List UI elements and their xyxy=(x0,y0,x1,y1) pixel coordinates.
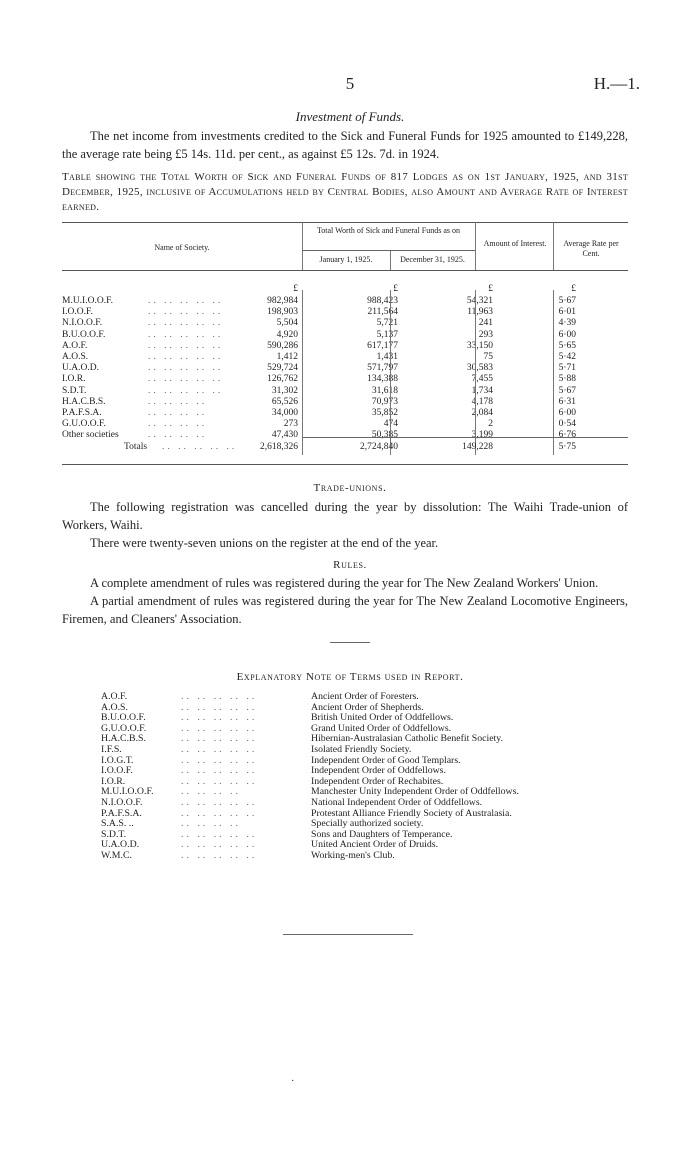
glossary-meaning: Ancient Order of Foresters. xyxy=(311,691,419,702)
worth-dec: 50,385 xyxy=(371,430,398,441)
glossary-meaning: Independent Order of Rechabites. xyxy=(311,775,444,787)
glossary-item xyxy=(101,765,621,776)
glossary-abbreviation: W.M.C. xyxy=(101,850,132,861)
glossary-abbreviation: H.A.C.B.S. xyxy=(101,733,146,745)
unit-rate: £ xyxy=(571,284,576,294)
worth-dec: 5,721 xyxy=(376,318,398,329)
glossary-abbreviation: A.O.S. xyxy=(101,701,128,713)
leader-dots: .. .. .. .. .. xyxy=(148,374,224,385)
glossary-abbreviation: S.D.T. xyxy=(101,828,127,840)
glossary-item xyxy=(101,744,621,755)
trade-unions-paragraph-2: There were twenty-seven unions on the register at the end of the year. xyxy=(90,536,439,550)
glossary-item xyxy=(101,733,621,744)
page-number: 5 xyxy=(345,74,355,93)
column-header-jan: January 1, 1925. xyxy=(319,255,373,264)
leader-dots: .. .. .. .. xyxy=(148,408,208,418)
table-subheader-rule xyxy=(302,250,475,251)
interest-amount: 7,455 xyxy=(471,374,493,385)
unit-jan: £ xyxy=(293,284,298,294)
worth-dec: 35,852 xyxy=(371,408,398,418)
table-row xyxy=(62,341,628,352)
rules-paragraph-1: A complete amendment of rules was registered during the year for The New Zealand Workers' Union. xyxy=(90,576,599,590)
table-row xyxy=(62,307,628,318)
table-row xyxy=(62,352,628,363)
column-header-interest: Amount of Interest. xyxy=(483,239,547,248)
leader-dots: .. .. .. .. .. xyxy=(181,775,258,787)
column-header-name: Name of Society. xyxy=(154,243,210,252)
leader-dots: .. .. .. .. .. xyxy=(181,828,258,840)
glossary-item xyxy=(101,712,621,723)
glossary-abbreviation: I.O.G.T. xyxy=(101,754,134,766)
glossary-meaning: Ancient Order of Shepherds. xyxy=(311,701,424,713)
table-divider xyxy=(390,290,391,455)
glossary-meaning: Specially authorized society. xyxy=(311,818,424,830)
interest-amount: 3,199 xyxy=(471,430,493,441)
glossary-abbreviation: I.F.S. xyxy=(101,744,122,755)
worth-jan: 982,984 xyxy=(267,296,298,306)
column-header-rate: Average Rate per Cent. xyxy=(563,239,619,258)
worth-jan: 47,430 xyxy=(271,430,298,441)
interest-rate: 0·54 xyxy=(558,419,576,430)
leader-dots: .. .. .. .. .. xyxy=(148,352,224,362)
leader-dots: .. .. .. .. .. xyxy=(181,733,258,745)
glossary-item xyxy=(101,786,621,797)
glossary-abbreviation: I.O.R. xyxy=(101,775,126,787)
worth-jan: 31,302 xyxy=(271,385,298,396)
table-top-rule xyxy=(62,222,628,223)
worth-dec: 617,177 xyxy=(367,340,398,351)
interest-amount: 4,178 xyxy=(471,396,493,407)
trade-unions-heading: Trade-unions. xyxy=(313,482,387,494)
society-name: U.A.O.D. xyxy=(62,363,99,374)
glossary-abbreviation: M.U.I.O.O.F. xyxy=(101,786,154,798)
glossary-meaning: Independent Order of Good Templars. xyxy=(311,754,461,766)
table-row xyxy=(62,296,628,307)
glossary-item xyxy=(101,797,621,808)
glossary-meaning: National Independent Order of Oddfellows. xyxy=(311,797,483,808)
unit-dec: £ xyxy=(393,284,398,294)
interest-rate: 5·42 xyxy=(558,352,576,362)
leader-dots: .. .. .. .. .. xyxy=(181,850,258,861)
worth-jan: 5,504 xyxy=(276,318,298,329)
interest-amount: 75 xyxy=(483,352,493,362)
glossary-meaning: Manchester Unity Independent Order of Oddfellows. xyxy=(311,786,519,798)
rules-section xyxy=(62,574,628,628)
investment-paragraph xyxy=(62,127,628,163)
worth-jan: 273 xyxy=(283,419,298,430)
glossary-heading: Explanatory Note of Terms used in Report. xyxy=(236,671,464,683)
table-row xyxy=(62,374,628,385)
society-name: N.I.O.O.F. xyxy=(62,318,103,329)
table-row xyxy=(62,386,628,397)
glossary-item xyxy=(101,850,621,861)
worth-dec: 70,973 xyxy=(371,396,398,407)
table-bottom-rule xyxy=(62,464,628,465)
leader-dots: .. .. .. .. .. xyxy=(181,691,258,702)
table-caption-text: Table showing the Total Worth of Sick and Funeral Funds of 817 Lodges as on 1st January, 1925, and 31st December, 1925, inclusive of Accumulations held by Central Bodies, also Amount and Average Rate of Interest earned. xyxy=(62,171,628,213)
column-header-worth: Total Worth of Sick and Funeral Funds as on xyxy=(316,226,461,235)
table-header-rule xyxy=(62,270,628,271)
table-totals-rule xyxy=(302,437,628,438)
leader-dots: .. .. .. .. .. xyxy=(148,318,224,329)
trade-unions-section xyxy=(62,498,628,552)
worth-jan: 590,286 xyxy=(267,340,298,351)
interest-rate: 6·31 xyxy=(558,396,576,407)
society-name: A.O.S. xyxy=(62,352,89,362)
interest-amount: 33,150 xyxy=(466,340,493,351)
worth-jan: 4,920 xyxy=(276,329,298,340)
interest-amount: 11,963 xyxy=(467,307,493,318)
interest-rate: 4·39 xyxy=(558,318,576,329)
glossary-item xyxy=(101,776,621,787)
worth-jan: 34,000 xyxy=(271,408,298,418)
rules-heading: Rules. xyxy=(333,559,367,571)
glossary-item xyxy=(101,691,621,702)
glossary-item xyxy=(101,829,621,840)
glossary-meaning: United Ancient Order of Druids. xyxy=(311,839,439,851)
glossary-meaning: Protestant Alliance Friendly Society of Australasia. xyxy=(311,807,512,819)
worth-dec: 474 xyxy=(383,419,398,430)
table-divider xyxy=(553,290,554,455)
interest-amount: 293 xyxy=(478,329,493,340)
glossary-abbreviation: G.U.O.O.F. xyxy=(101,722,147,734)
leader-dots: .. .. .. .. .. xyxy=(181,744,258,755)
totals-interest: 149,228 xyxy=(462,442,493,452)
society-name: S.D.T. xyxy=(62,385,87,396)
interest-rate: 6·01 xyxy=(558,307,576,318)
unit-interest: £ xyxy=(488,284,493,294)
leader-dots: .. .. .. .. .. xyxy=(148,296,224,306)
glossary-abbreviation: S.A.S. .. xyxy=(101,818,134,830)
interest-amount: 2,084 xyxy=(471,408,493,418)
interest-rate: 5·71 xyxy=(558,363,576,374)
leader-dots: .. .. .. .. .. xyxy=(181,797,258,808)
leader-dots: .. .. .. .. .. xyxy=(181,807,258,819)
interest-amount: 30,583 xyxy=(466,363,493,374)
glossary-meaning: Isolated Friendly Society. xyxy=(311,744,412,755)
glossary-item xyxy=(101,723,621,734)
leader-dots: .. .. .. .. .. xyxy=(148,307,224,318)
leader-dots: .. .. .. .. xyxy=(181,786,241,798)
glossary-meaning: Working-men's Club. xyxy=(311,850,395,861)
interest-amount: 1,734 xyxy=(471,385,493,396)
table-row xyxy=(62,408,628,419)
totals-dec: 2,724,840 xyxy=(360,442,398,452)
leader-dots: .. .. .. .. .. xyxy=(148,385,224,396)
interest-rate: 6·00 xyxy=(558,408,576,418)
section-separator xyxy=(330,642,370,643)
interest-rate: 5·65 xyxy=(558,340,576,351)
table-caption xyxy=(62,170,628,215)
leader-dots: .. .. .. .. .. xyxy=(181,722,258,734)
leader-dots: .. .. .. .. .. xyxy=(148,363,224,374)
table-row xyxy=(62,419,628,430)
worth-dec: 571,797 xyxy=(367,363,398,374)
trade-unions-paragraph-1: The following registration was cancelled during the year by dissolution: The Waihi Trade-union of Workers, Waihi. xyxy=(62,500,628,532)
table-row xyxy=(62,318,628,329)
glossary-abbreviation: I.O.O.F. xyxy=(101,765,133,777)
leader-dots: .. .. .. .. .. xyxy=(181,765,258,777)
worth-jan: 126,762 xyxy=(267,374,298,385)
totals-label: Totals xyxy=(124,442,148,452)
society-name: H.A.C.B.S. xyxy=(62,396,106,407)
glossary-item xyxy=(101,839,621,850)
table-row xyxy=(62,397,628,408)
leader-dots: .. .. .. .. .. xyxy=(181,754,258,766)
worth-jan: 65,526 xyxy=(271,396,298,407)
worth-dec: 134,388 xyxy=(367,374,398,385)
interest-rate: 5·88 xyxy=(558,374,576,385)
rules-paragraph-2: A partial amendment of rules was registered during the year for The New Zealand Locomotive Engineers, Firemen, and Cleaners' Association. xyxy=(62,594,628,626)
glossary-abbreviation: U.A.O.D. xyxy=(101,839,140,851)
worth-jan: 529,724 xyxy=(267,363,298,374)
leader-dots: .. .. .. .. .. xyxy=(148,329,224,340)
leader-dots: .. .. .. .. .. xyxy=(181,701,258,713)
glossary-meaning: Hibernian-Australasian Catholic Benefit Society. xyxy=(311,733,503,745)
worth-dec: 1,431 xyxy=(376,352,398,362)
interest-rate: 6·00 xyxy=(558,329,576,340)
glossary-item xyxy=(101,702,621,713)
interest-rate: 5·67 xyxy=(558,296,576,306)
worth-jan: 198,903 xyxy=(267,307,298,318)
interest-amount: 241 xyxy=(478,318,493,329)
table-row xyxy=(62,363,628,374)
table-divider xyxy=(475,222,476,270)
glossary-item xyxy=(101,818,621,829)
society-name: M.U.I.O.O.F. xyxy=(62,296,113,306)
interest-rate: 5·67 xyxy=(558,385,576,396)
document-reference: H.—1. xyxy=(593,74,640,93)
page-mark: · xyxy=(291,1076,295,1087)
society-name: G.U.O.O.F. xyxy=(62,419,106,430)
society-name: P.A.F.S.A. xyxy=(62,408,102,418)
investment-text: The net income from investments credited to the Sick and Funeral Funds for 1925 amounted to £149,228, the average rate being £5 14s. 11d. per cent., as against £5 12s. 7d. in 1924. xyxy=(62,129,628,161)
leader-dots: .. .. .. .. xyxy=(148,396,208,407)
worth-dec: 31,618 xyxy=(371,385,398,396)
investment-heading: Investment of Funds. xyxy=(295,109,405,124)
glossary-meaning: Sons and Daughters of Temperance. xyxy=(311,828,453,840)
worth-jan: 1,412 xyxy=(276,352,298,362)
totals-rate: 5·75 xyxy=(558,442,576,452)
leader-dots: .. .. .. .. .. xyxy=(181,839,258,851)
society-name: I.O.O.F. xyxy=(62,307,93,318)
table-totals-row xyxy=(62,442,628,453)
society-name: Other societies xyxy=(62,430,119,441)
leader-dots: .. .. .. .. xyxy=(181,818,241,830)
society-name: B.U.O.O.F. xyxy=(62,329,106,340)
glossary-abbreviation: A.O.F. xyxy=(101,691,128,702)
leader-dots: .. .. .. .. .. xyxy=(181,712,258,724)
society-name: I.O.R. xyxy=(62,374,86,385)
worth-dec: 211,564 xyxy=(367,307,398,318)
interest-amount: 2 xyxy=(488,419,493,430)
table-divider xyxy=(475,290,476,455)
worth-dec: 5,137 xyxy=(376,329,398,340)
worth-dec: 988,423 xyxy=(367,296,398,306)
glossary-meaning: Independent Order of Oddfellows. xyxy=(311,765,446,777)
column-header-dec: December 31, 1925. xyxy=(400,255,465,264)
table-units-row xyxy=(62,284,628,295)
glossary-meaning: Grand United Order of Oddfellows. xyxy=(311,722,452,734)
table-row xyxy=(62,330,628,341)
totals-jan: 2,618,326 xyxy=(260,442,298,452)
leader-dots: .. .. .. .. xyxy=(148,419,208,430)
glossary-abbreviation: P.A.F.S.A. xyxy=(101,807,142,819)
leader-dots: .. .. .. .. .. xyxy=(148,340,224,351)
table-row xyxy=(62,430,628,441)
glossary-abbreviation: B.U.O.O.F. xyxy=(101,712,146,724)
interest-rate: 6·76 xyxy=(558,430,576,441)
glossary-item xyxy=(101,808,621,819)
society-name: A.O.F. xyxy=(62,340,88,351)
footer-rule xyxy=(283,934,413,935)
totals-dots: .. .. .. .. .. xyxy=(162,442,238,452)
glossary-meaning: British United Order of Oddfellows. xyxy=(311,712,454,724)
interest-amount: 54,321 xyxy=(466,296,493,306)
table-divider xyxy=(302,290,303,455)
glossary-abbreviation: N.I.O.O.F. xyxy=(101,797,143,808)
glossary-item xyxy=(101,755,621,766)
table-divider xyxy=(553,222,554,270)
leader-dots: .. .. .. .. xyxy=(148,430,208,441)
